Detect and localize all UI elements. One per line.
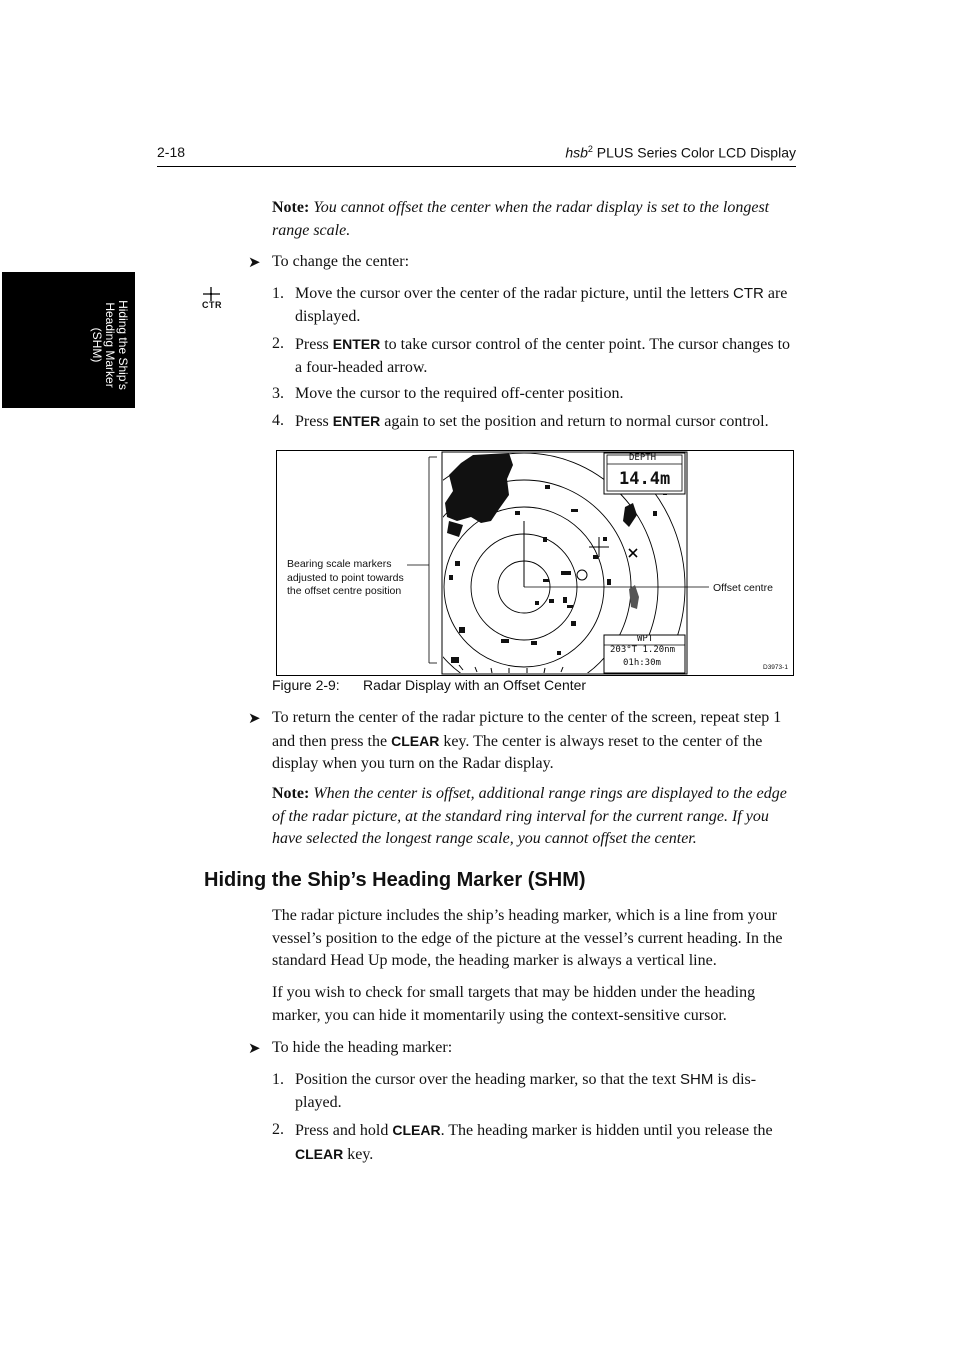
step-number: 2.: [272, 335, 284, 352]
figure-number: Figure 2-9:: [272, 677, 340, 693]
note-label: Note:: [272, 785, 310, 802]
list-item: [272, 1119, 794, 1166]
bearing-callout: Bearing scale markers adjusted to point towards the offset centre position: [287, 558, 404, 597]
wpt-bearing: 203°T 1.20nm: [610, 645, 676, 655]
radar-figure: [276, 450, 794, 676]
step-text: Press ENTER to take cursor control of the center point. The cursor changes to a four-headed arrow.: [295, 336, 791, 376]
note-offset-limit: [272, 197, 794, 242]
note-offset-rings: [272, 783, 794, 851]
header-rule: [157, 166, 796, 167]
hide-marker-intro: To hide the heading marker:: [272, 1039, 453, 1056]
code-text: SHM: [680, 1071, 714, 1088]
step-number: 2.: [272, 1121, 284, 1138]
figure-caption: [272, 677, 586, 693]
paragraph: If you wish to check for small targets that may be hidden under the heading marker, you can hide it momentarily using the context-sensitive cursor.: [272, 984, 756, 1024]
key-name: CLEAR: [392, 1122, 441, 1138]
step-number: 4.: [272, 412, 284, 429]
depth-label: DEPTH: [629, 453, 657, 463]
bullet-arrow-icon: ➤: [248, 1041, 261, 1057]
key-name: CLEAR: [391, 732, 440, 749]
bullet-arrow-icon: ➤: [248, 255, 261, 271]
wpt-label: WPT: [637, 634, 654, 644]
side-tab-label: Hiding the Ship’s Heading Marker (SHM): [90, 300, 130, 390]
step-text: Press and hold CLEAR. The heading marker is hidden until you release the CLEAR key.: [295, 1122, 773, 1163]
step-number: 1.: [272, 285, 284, 302]
change-center-intro: To change the center:: [272, 253, 410, 270]
step-text: Press ENTER again to set the position and return to normal cursor control.: [295, 413, 769, 430]
list-item: [272, 383, 794, 406]
depth-value: 14.4m: [619, 469, 671, 489]
radar-picture: [277, 451, 793, 675]
key-name: CLEAR: [295, 1145, 344, 1162]
bullet-arrow-icon: ➤: [248, 711, 261, 727]
key-name: ENTER: [332, 336, 381, 352]
note-text: You cannot offset the center when the radar display is set to the longest range scale.: [272, 199, 770, 239]
running-header: [565, 144, 796, 161]
ctr-icon-label: CTR: [202, 300, 222, 310]
key-name: ENTER: [332, 413, 381, 429]
running-header-title: PLUS Series Color LCD Display: [592, 144, 796, 161]
step-number: 3.: [272, 385, 284, 402]
product-superscript: 2: [587, 144, 593, 154]
ctr-cursor-icon: [200, 286, 224, 314]
product-name: hsb: [565, 144, 588, 161]
list-item: [272, 410, 794, 434]
note-label: Note:: [272, 199, 310, 216]
side-tab: [2, 272, 135, 408]
figure-code: D3973-1: [763, 664, 788, 671]
wpt-time: 01h:30m: [623, 658, 661, 668]
step-text: Position the cursor over the heading marker, so that the text SHM is dis-played.: [295, 1071, 757, 1111]
list-item: [272, 333, 794, 379]
step-text: Move the cursor to the required off-center position.: [295, 385, 624, 402]
section-heading: Hiding the Ship’s Heading Marker (SHM): [204, 869, 586, 891]
return-center-text: To return the center of the radar picture to the center of the screen, repeat step 1 and then press the CLEAR key. The center is always reset to the center of the display when you turn on the Radar display.: [272, 709, 782, 772]
page-number: 2-18: [157, 144, 186, 160]
offset-centre-callout: Offset centre: [713, 582, 773, 594]
step-number: 1.: [272, 1071, 284, 1088]
paragraph: The radar picture includes the ship’s heading marker, which is a line from your vessel’s position to the edge of the picture at the vessel’s current heading. In the standard Head Up mode, the heading marker is always a vertical line.: [272, 907, 783, 969]
step-text: Move the cursor over the center of the radar picture, until the letters CTR are displayed.: [295, 285, 788, 325]
note-text: When the center is offset, additional range rings are displayed to the edge of the radar picture, at the standard ring interval for the current range. If you have selected the longest range scale, you cannot offset the center.: [272, 785, 787, 847]
list-item: [272, 283, 794, 328]
code-text: CTR: [733, 285, 764, 302]
figure-title: Radar Display with an Offset Center: [363, 677, 587, 693]
list-item: [272, 1069, 794, 1114]
